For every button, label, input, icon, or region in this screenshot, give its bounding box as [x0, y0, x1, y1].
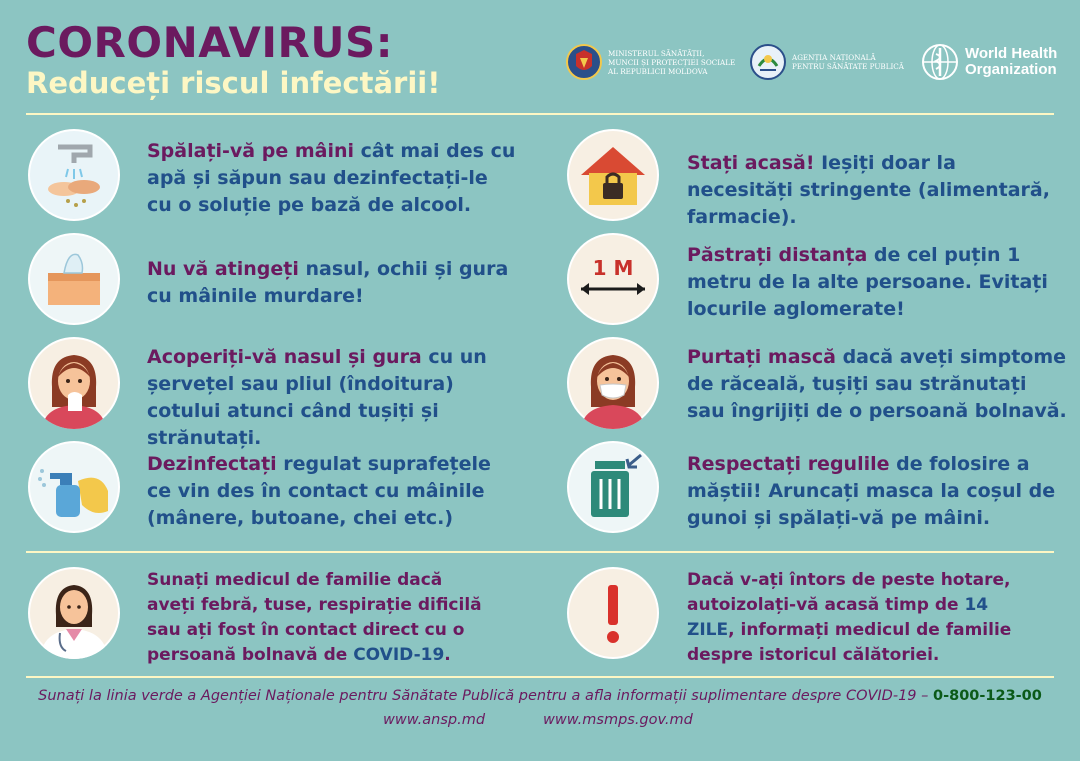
warning-icon — [567, 567, 659, 659]
divider-bottom — [26, 676, 1054, 678]
tip-cover-cough-highlight: Acoperiți-vă nasul și gura — [147, 346, 422, 368]
who-emblem-icon — [920, 42, 960, 82]
tip-disinfect-text: regulat suprafețele ce vin des în contact cu mâinile (mânere, butoane, chei etc.) — [147, 453, 491, 529]
agency-emblem-icon — [750, 42, 786, 82]
cough-woman-icon — [28, 337, 120, 429]
divider-top — [26, 113, 1054, 115]
footer-text: Sunați la linia verde a Agenției Naționale pentru Sănătate Publică pentru a afla informații suplimentare despre COVID-19 – — [38, 688, 933, 704]
call-doctor-main: Sunați medicul de familie dacă aveți febră, tuse, respirație dificilă sau ați fost în contact direct cu o persoană bolnavă de — [147, 570, 482, 665]
tip-handwash-highlight: Spălați-vă pe mâini — [147, 140, 355, 162]
who-logo — [920, 42, 1057, 82]
ministry-logo — [566, 42, 735, 82]
ministry-line-1: MINISTERUL SĂNĂTĂȚII, — [608, 48, 705, 58]
tip-mask-rules — [687, 451, 1057, 532]
footer-hotline — [0, 688, 1080, 704]
tip-cover-cough-text: cu un șervețel sau pliul (îndoitura) cotului atunci când tușiți și strănutați. — [147, 346, 487, 449]
tip-mask-text: dacă aveți simptome de răceală, tușiți sau strănutați sau îngrijiți de o persoană bolnavă. — [687, 346, 1067, 422]
tissue-box-icon — [28, 233, 120, 325]
tip-handwash — [147, 138, 517, 219]
who-line-2: Organization — [965, 61, 1057, 78]
disinfect-spray-icon — [28, 441, 120, 533]
logos — [560, 42, 1060, 102]
distance-icon — [567, 233, 659, 325]
tip-stay-home-highlight: Stați acasă! — [687, 152, 815, 174]
link-ansp[interactable]: www.ansp.md — [383, 712, 486, 728]
trash-bin-icon — [567, 441, 659, 533]
house-lock-icon — [567, 129, 659, 221]
tip-mask — [687, 344, 1067, 425]
agency-logo — [750, 42, 904, 82]
distance-label: 1 M — [592, 256, 634, 280]
who-line-1: World Health — [965, 45, 1058, 62]
link-msmps[interactable]: www.msmps.gov.md — [543, 712, 693, 728]
self-isolate-end: , informați medicul de familie despre istoricul călătoriei. — [687, 620, 1012, 665]
tip-mask-highlight: Purtați mască — [687, 346, 836, 368]
tip-mask-rules-highlight: Respectați regulile — [687, 453, 890, 475]
tip-stay-home-text: Ieșiți doar la necesități stringente (alimentară, farmacie). — [687, 152, 1050, 228]
call-doctor-text — [147, 568, 487, 668]
tip-no-touch — [147, 256, 517, 310]
agency-line-1: AGENȚIA NAȚIONALĂ — [792, 53, 876, 62]
doctor-icon — [28, 567, 120, 659]
mask-woman-icon — [567, 337, 659, 429]
covid-mention: COVID-19 — [353, 645, 445, 665]
tip-mask-rules-text: de folosire a măștii! Aruncați masca la coșul de gunoi și spălați-vă pe mâini. — [687, 453, 1056, 529]
tip-no-touch-text: nasul, ochii și gura cu mâinile murdare! — [147, 258, 509, 307]
tip-distance-highlight: Păstrați distanța — [687, 244, 868, 266]
tip-disinfect — [147, 451, 517, 532]
hotline-phone[interactable]: 0-800-123-00 — [933, 688, 1042, 704]
tip-cover-cough — [147, 344, 527, 452]
tip-handwash-text: cât mai des cu apă și săpun sau dezinfectați-le cu o soluție pe bază de alcool. — [147, 140, 516, 216]
page-title: CORONAVIRUS: — [26, 18, 393, 67]
tip-disinfect-highlight: Dezinfectați — [147, 453, 277, 475]
tip-stay-home — [687, 150, 1057, 231]
handwash-icon — [28, 129, 120, 221]
tip-distance-text: de cel puțin 1 metru de la alte persoane. Evitați locurile aglomerate! — [687, 244, 1048, 320]
tip-no-touch-highlight: Nu vă atingeți — [147, 258, 299, 280]
ministry-line-3: AL REPUBLICII MOLDOVA — [608, 66, 708, 76]
agency-line-2: PENTRU SĂNĂTATE PUBLICĂ — [792, 62, 904, 71]
tip-distance — [687, 242, 1057, 323]
self-isolate-main: Dacă v-ați întors de peste hotare, autoizolați-vă acasă timp de — [687, 570, 1011, 615]
page-subtitle: Reduceți riscul infectării! — [26, 66, 441, 100]
self-isolate-text — [687, 568, 1037, 668]
ministry-emblem-icon — [566, 42, 602, 82]
fourteen-days: 14 ZILE — [687, 595, 989, 640]
call-doctor-end: . — [444, 645, 451, 665]
divider-middle — [26, 551, 1054, 553]
ministry-line-2: MUNCII ȘI PROTECȚIEI SOCIALE — [608, 57, 736, 67]
